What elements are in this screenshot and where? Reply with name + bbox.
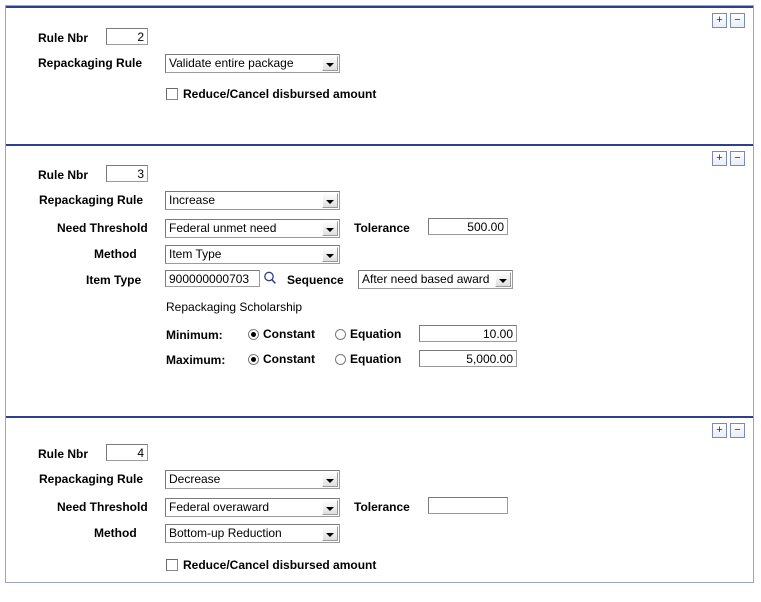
- add-row-button[interactable]: +: [712, 423, 727, 438]
- minimum-label: Minimum:: [166, 328, 223, 342]
- rule-nbr-input[interactable]: 4: [106, 444, 148, 461]
- need-threshold-label: Need Threshold: [57, 500, 148, 514]
- reduce-cancel-label: Reduce/Cancel disbursed amount: [183, 87, 377, 101]
- chevron-down-icon[interactable]: [322, 221, 338, 236]
- method-value: Bottom-up Reduction: [169, 526, 282, 540]
- delete-row-button[interactable]: −: [730, 151, 745, 166]
- minimum-equation-radio[interactable]: [335, 329, 346, 340]
- minimum-equation-label: Equation: [350, 327, 402, 341]
- maximum-equation-label: Equation: [350, 352, 402, 366]
- repackaging-rule-select[interactable]: [165, 54, 340, 73]
- method-select[interactable]: [165, 245, 340, 264]
- minimum-constant-radio-row[interactable]: [248, 327, 315, 341]
- sequence-value: After need based award: [362, 272, 490, 286]
- tolerance-label: Tolerance: [354, 500, 410, 514]
- repackaging-rule-label: Repackaging Rule: [39, 472, 144, 486]
- maximum-constant-radio-row[interactable]: [248, 352, 315, 366]
- rule-group-3-buttons: [712, 423, 745, 438]
- repackaging-rule-select[interactable]: [165, 191, 340, 210]
- sequence-label: Sequence: [287, 273, 344, 287]
- chevron-down-icon[interactable]: [322, 526, 338, 541]
- need-threshold-select[interactable]: [165, 498, 340, 517]
- add-row-button[interactable]: +: [712, 13, 727, 28]
- chevron-down-icon[interactable]: [322, 500, 338, 515]
- delete-row-button[interactable]: −: [730, 13, 745, 28]
- minimum-constant-radio[interactable]: [248, 329, 259, 340]
- repackaging-rule-label: Repackaging Rule: [38, 56, 143, 70]
- reduce-cancel-checkbox-row[interactable]: [166, 87, 376, 101]
- repackaging-rules-panel: [5, 5, 754, 583]
- search-icon[interactable]: [263, 270, 277, 286]
- maximum-label: Maximum:: [166, 353, 226, 367]
- reduce-cancel-checkbox[interactable]: [166, 88, 178, 100]
- need-threshold-value: Federal unmet need: [169, 221, 277, 235]
- repackaging-rule-value: Validate entire package: [169, 56, 294, 70]
- maximum-constant-radio[interactable]: [248, 354, 259, 365]
- maximum-value-input[interactable]: 5,000.00: [419, 350, 517, 367]
- reduce-cancel-checkbox[interactable]: [166, 559, 178, 571]
- minimum-equation-radio-row[interactable]: [335, 327, 401, 341]
- tolerance-input[interactable]: [428, 497, 508, 514]
- add-row-button[interactable]: +: [712, 151, 727, 166]
- rule-group-3: [6, 416, 753, 582]
- rule-nbr-input[interactable]: 3: [106, 165, 148, 182]
- method-label: Method: [94, 247, 137, 261]
- repackaging-rule-value: Increase: [169, 193, 216, 207]
- maximum-equation-radio-row[interactable]: [335, 352, 401, 366]
- method-value: Item Type: [169, 247, 222, 261]
- delete-row-button[interactable]: −: [730, 423, 745, 438]
- rule-group-2-buttons: [712, 151, 745, 166]
- need-threshold-value: Federal overaward: [169, 500, 270, 514]
- rule-group-1: [6, 6, 753, 144]
- chevron-down-icon[interactable]: [322, 247, 338, 262]
- repackaging-rule-select[interactable]: [165, 470, 340, 489]
- chevron-down-icon[interactable]: [322, 193, 338, 208]
- rule-nbr-label: Rule Nbr: [38, 447, 89, 461]
- chevron-down-icon[interactable]: [495, 272, 511, 287]
- rule-nbr-label: Rule Nbr: [38, 168, 89, 182]
- item-type-label: Item Type: [86, 273, 142, 287]
- reduce-cancel-checkbox-row[interactable]: [166, 558, 376, 572]
- minimum-constant-label: Constant: [263, 327, 315, 341]
- method-label: Method: [94, 526, 137, 540]
- rule-nbr-label: Rule Nbr: [38, 31, 89, 45]
- method-select[interactable]: [165, 524, 340, 543]
- reduce-cancel-label: Reduce/Cancel disbursed amount: [183, 558, 377, 572]
- chevron-down-icon[interactable]: [322, 472, 338, 487]
- maximum-equation-radio[interactable]: [335, 354, 346, 365]
- need-threshold-label: Need Threshold: [57, 221, 148, 235]
- rule-group-2: [6, 144, 753, 416]
- maximum-constant-label: Constant: [263, 352, 315, 366]
- need-threshold-select[interactable]: [165, 219, 340, 238]
- chevron-down-icon[interactable]: [322, 56, 338, 71]
- repackaging-rule-value: Decrease: [169, 472, 221, 486]
- rule-nbr-input[interactable]: 2: [106, 28, 148, 45]
- sequence-select[interactable]: [358, 270, 513, 289]
- repackaging-scholarship-heading: Repackaging Scholarship: [166, 300, 303, 314]
- rule-group-1-buttons: [712, 13, 745, 28]
- repackaging-rule-label: Repackaging Rule: [39, 193, 144, 207]
- minimum-value-input[interactable]: 10.00: [419, 325, 517, 342]
- item-type-input[interactable]: 900000000703: [165, 270, 260, 287]
- tolerance-label: Tolerance: [354, 221, 410, 235]
- tolerance-input[interactable]: 500.00: [428, 218, 508, 235]
